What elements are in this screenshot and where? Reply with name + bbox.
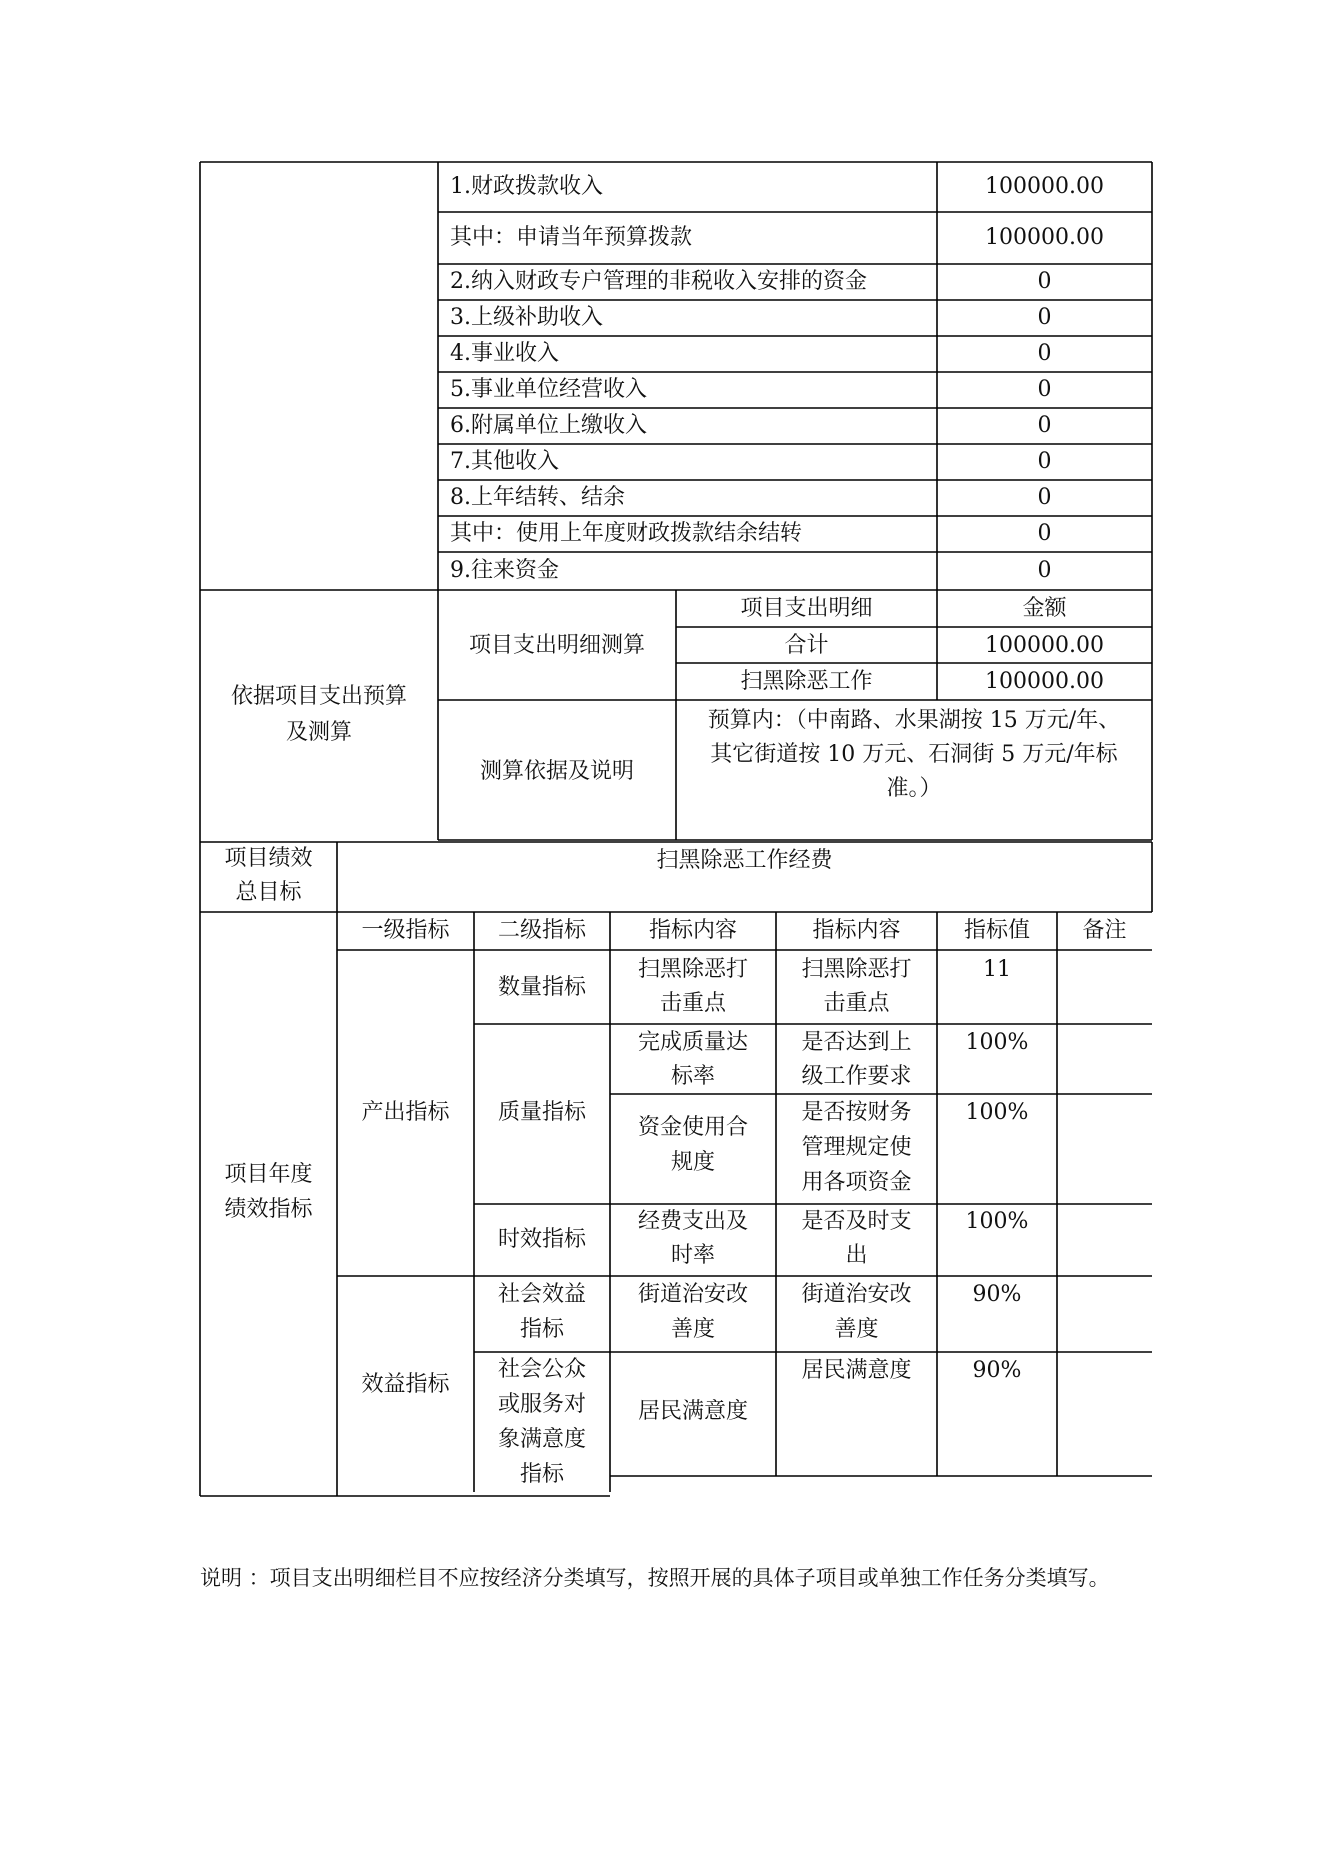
indicator-content: 街道治安改 (801, 1282, 912, 1307)
indicator-header: 指标内容 (812, 918, 901, 943)
income-row-value: 0 (1037, 485, 1052, 510)
budget-detail-label: 项目支出明细测算 (468, 633, 645, 658)
income-row-value: 100000.00 (985, 225, 1104, 250)
indicator-content: 级工作要求 (801, 1064, 912, 1089)
goal-label: 总目标 (235, 880, 302, 905)
indicator-content: 善度 (834, 1317, 879, 1342)
indicator-content: 是否及时支 (801, 1209, 912, 1234)
basis-text-line: 预算内：（中南路、水果湖按 15 万元/年、 (707, 708, 1121, 733)
indicator-value: 100% (965, 1209, 1029, 1234)
indicator-value: 11 (983, 957, 1011, 982)
indicator-content: 经费支出及 (637, 1209, 748, 1234)
indicator-content: 扫黑除恶打 (637, 957, 748, 982)
budget-header-item: 项目支出明细 (740, 596, 873, 621)
basis-text-line: 其它街道按 10 万元、石洞街 5 万元/年标 (710, 742, 1118, 767)
budget-section-label: 依据项目支出预算 (230, 684, 407, 709)
level2-quality: 质量指标 (497, 1100, 586, 1125)
budget-header-amount: 金额 (1022, 596, 1067, 621)
income-row-label: 1.财政拨款收入 (450, 174, 603, 199)
income-row-value: 0 (1037, 377, 1052, 402)
indicator-content: 完成质量达 (637, 1030, 748, 1055)
indicator-value: 100% (965, 1100, 1029, 1125)
indicator-content: 出 (845, 1243, 868, 1268)
level2-satisfaction: 指标 (519, 1462, 564, 1487)
indicator-content: 善度 (670, 1317, 715, 1342)
level2-satisfaction: 象满意度 (497, 1427, 586, 1452)
indicator-header: 指标内容 (648, 918, 737, 943)
indicator-header: 一级指标 (361, 918, 450, 943)
indicator-content: 是否按财务 (801, 1100, 912, 1125)
income-row-value: 0 (1037, 521, 1052, 546)
income-row-label: 9.往来资金 (450, 558, 559, 583)
income-row-label: 8.上年结转、结余 (450, 485, 625, 510)
indicators-section-label: 绩效指标 (224, 1197, 313, 1222)
indicator-content: 标率 (670, 1064, 715, 1089)
indicator-header: 指标值 (963, 918, 1030, 943)
indicator-content: 扫黑除恶打 (801, 957, 912, 982)
indicator-content: 击重点 (659, 991, 726, 1016)
budget-row-amount: 100000.00 (985, 669, 1104, 694)
basis-text-line: 准。） (886, 776, 942, 801)
basis-label: 测算依据及说明 (479, 759, 634, 784)
indicator-content: 街道治安改 (637, 1282, 748, 1307)
budget-row-item: 扫黑除恶工作 (740, 669, 873, 694)
income-row-value: 0 (1037, 558, 1052, 583)
income-row-value: 0 (1037, 269, 1052, 294)
indicator-content: 是否达到上 (801, 1030, 912, 1055)
income-row-label: 2.纳入财政专户管理的非税收入安排的资金 (450, 269, 867, 294)
level2-timeliness: 时效指标 (497, 1227, 586, 1252)
goal-label: 项目绩效 (224, 846, 313, 871)
footnote: 说明 ：项目支出明细栏目不应按经济分类填写，按照开展的具体子项目或单独工作任务分类填写。 (200, 1566, 1110, 1590)
income-row-label: 其中：申请当年预算拨款 (450, 225, 693, 250)
indicator-value: 100% (965, 1030, 1029, 1055)
level2-satisfaction: 或服务对 (497, 1392, 586, 1417)
indicator-content: 击重点 (823, 991, 890, 1016)
indicator-content: 时率 (670, 1243, 715, 1268)
indicator-content: 管理规定使 (801, 1135, 912, 1160)
income-row-label: 其中：使用上年度财政拨款结余结转 (450, 521, 803, 546)
level2-satisfaction: 社会公众 (497, 1357, 586, 1382)
budget-section-label: 及测算 (285, 720, 352, 745)
indicators-section-label: 项目年度 (224, 1162, 313, 1187)
indicator-content: 用各项资金 (801, 1170, 912, 1195)
level2-quantity: 数量指标 (497, 975, 586, 1000)
budget-row-item: 合计 (784, 633, 829, 658)
income-row-label: 4.事业收入 (450, 341, 559, 366)
indicator-header: 备注 (1082, 918, 1127, 943)
income-row-value: 100000.00 (985, 174, 1104, 199)
indicator-header: 二级指标 (497, 918, 586, 943)
indicator-content: 居民满意度 (637, 1399, 748, 1424)
income-row-value: 0 (1037, 413, 1052, 438)
income-row-label: 3.上级补助收入 (450, 305, 603, 330)
income-row-value: 0 (1037, 305, 1052, 330)
indicator-content: 资金使用合 (637, 1115, 748, 1140)
level1-benefit: 效益指标 (361, 1372, 450, 1397)
income-row-label: 7.其他收入 (450, 449, 559, 474)
indicator-content: 规度 (670, 1150, 715, 1175)
income-row-value: 0 (1037, 341, 1052, 366)
indicator-content: 居民满意度 (801, 1358, 912, 1383)
indicator-value: 90% (972, 1358, 1022, 1383)
level1-output: 产出指标 (361, 1100, 450, 1125)
income-row-value: 0 (1037, 449, 1052, 474)
level2-social: 指标 (519, 1317, 564, 1342)
goal-text: 扫黑除恶工作经费 (656, 848, 833, 873)
level2-social: 社会效益 (497, 1282, 586, 1307)
budget-row-amount: 100000.00 (985, 633, 1104, 658)
income-row-label: 5.事业单位经营收入 (450, 377, 647, 402)
indicator-value: 90% (972, 1282, 1022, 1307)
income-row-label: 6.附属单位上缴收入 (450, 413, 647, 438)
